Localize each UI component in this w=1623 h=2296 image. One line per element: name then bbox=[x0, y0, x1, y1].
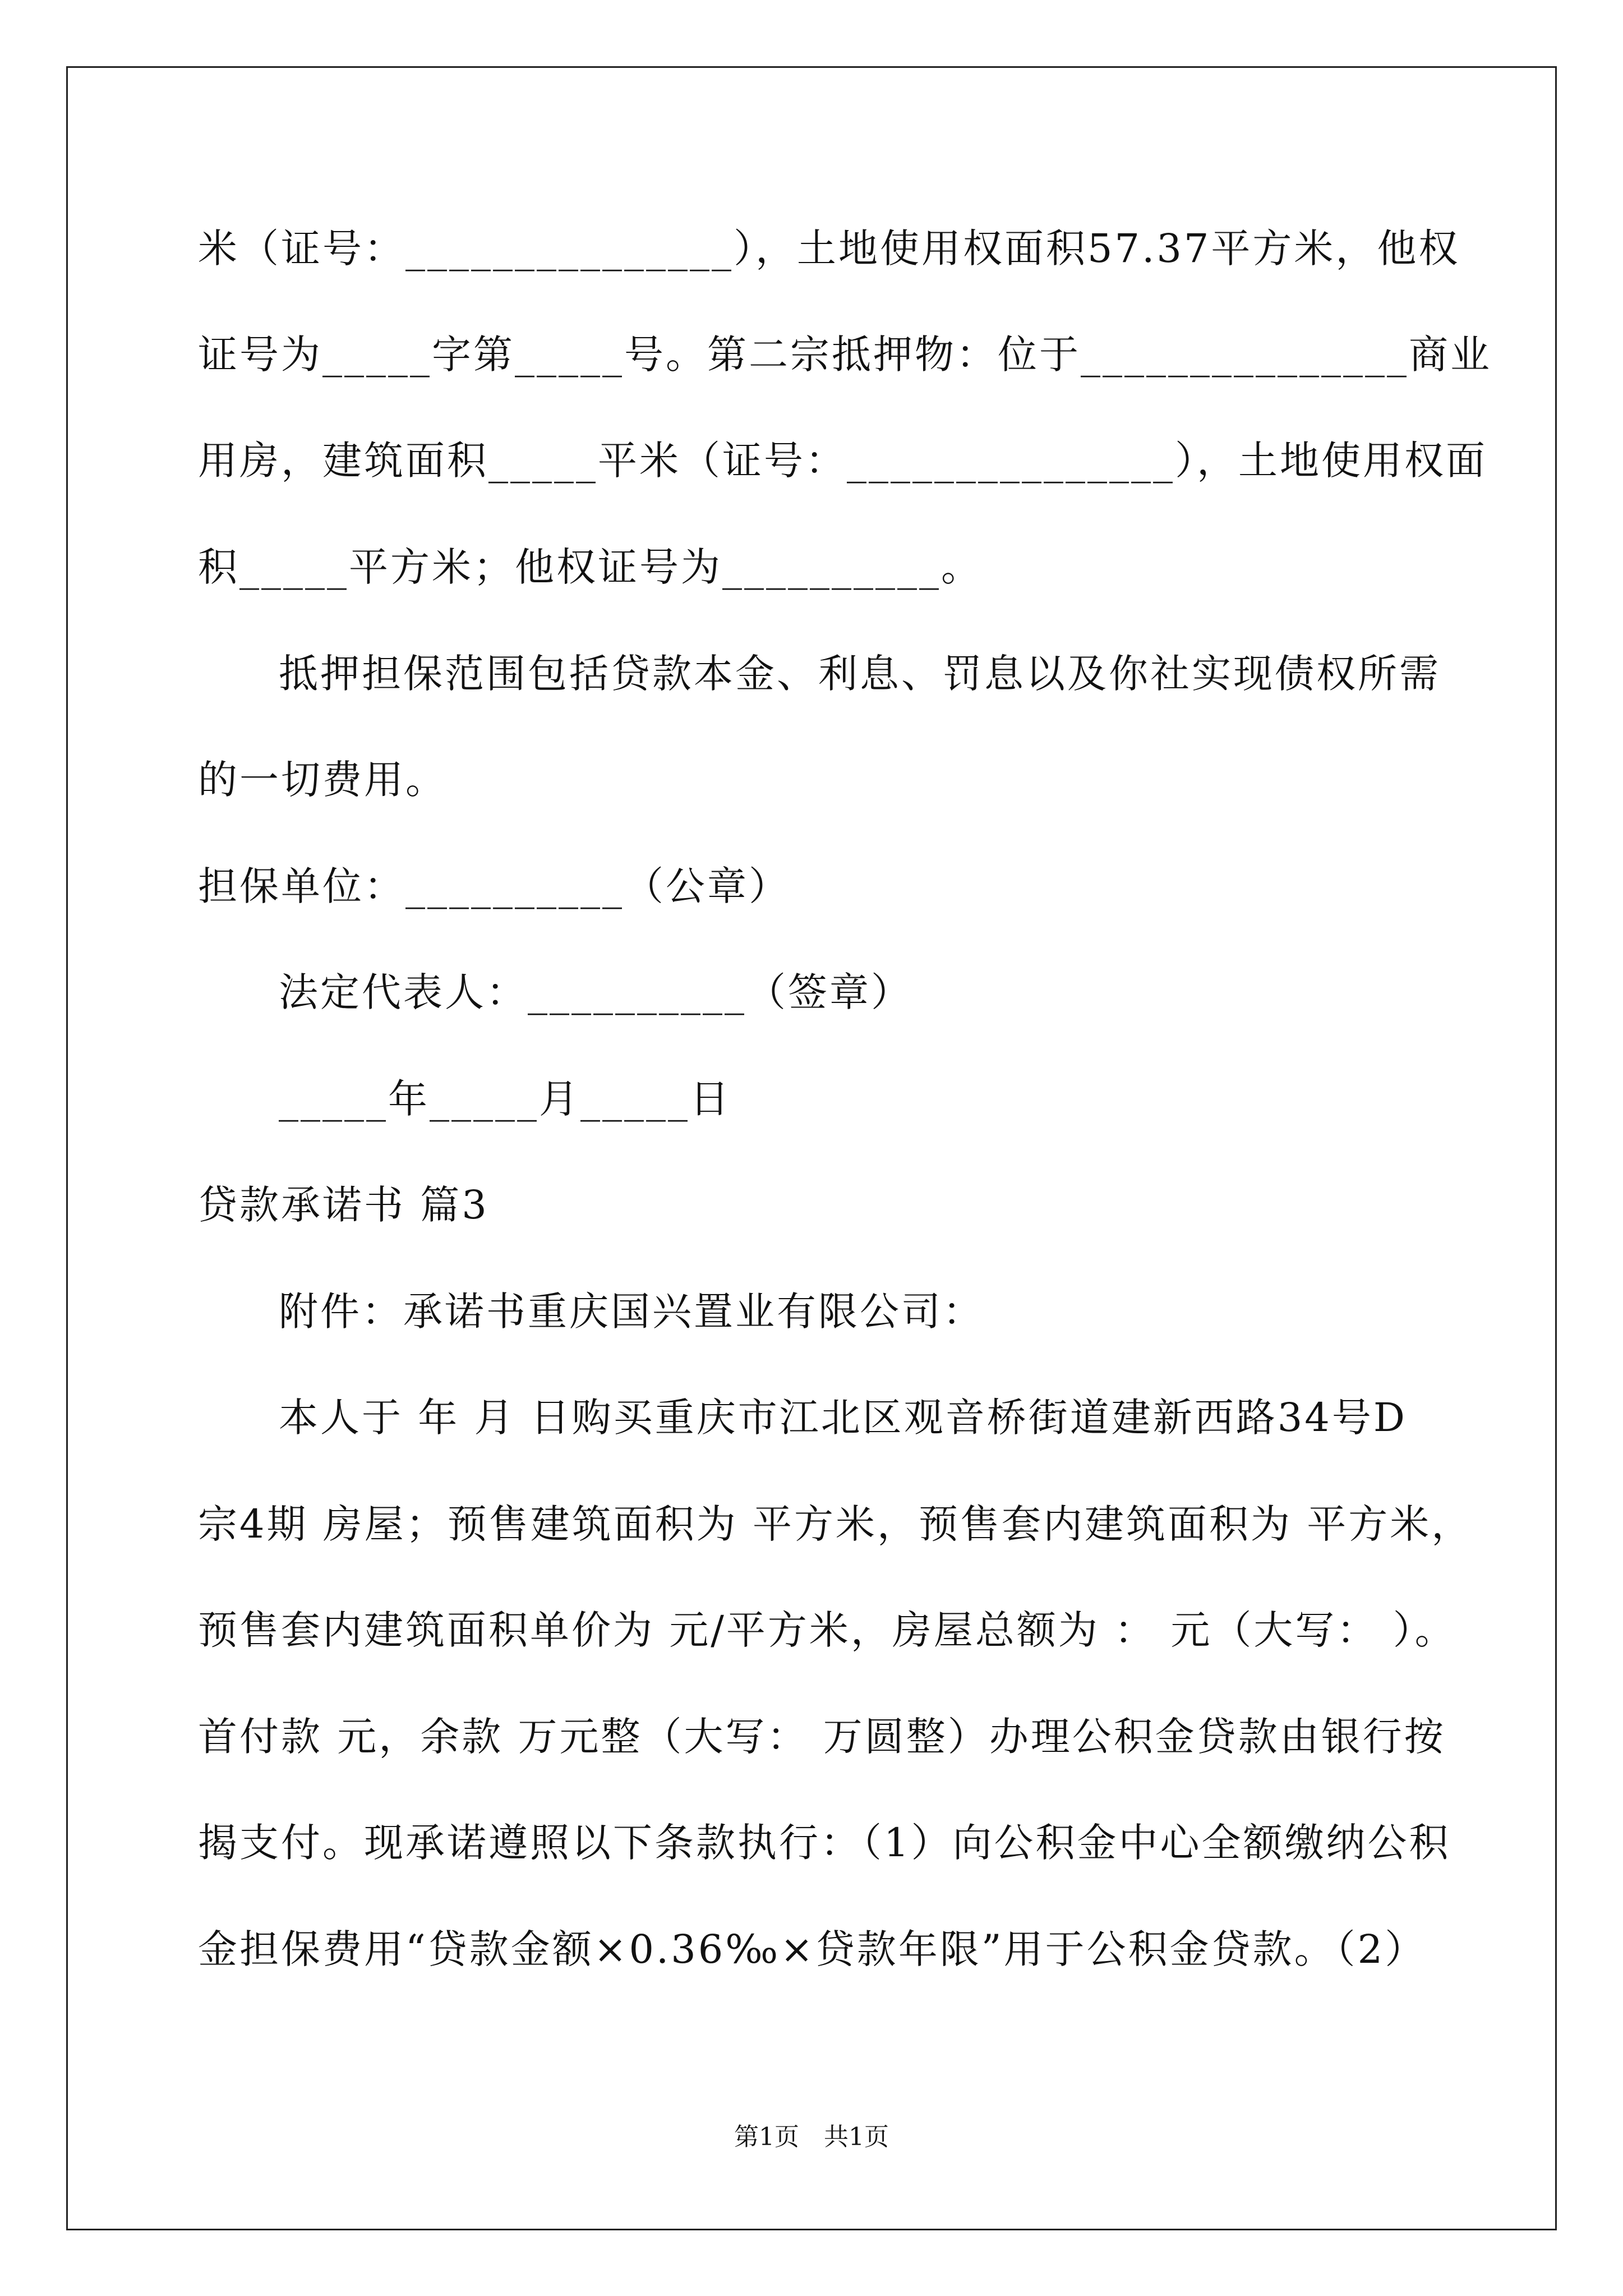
text-line-16: 揭支付。现承诺遵照以下条款执行：（1）向公积金中心全额缴纳公积 bbox=[198, 1820, 1451, 1866]
text-line-11: 附件：承诺书重庆国兴置业有限公司： bbox=[279, 1289, 984, 1335]
text-line-5: 抵押担保范围包括贷款本金、利息、罚息以及你社实现债权所需 bbox=[279, 651, 1441, 697]
text-line-17: 金担保费用“贷款金额×0.36‰×贷款年限”用于公积金贷款。（2） bbox=[198, 1926, 1427, 1972]
text-line-13: 宗4期 房屋；预售建筑面积为 平方米，预售套内建筑面积为 平方米， bbox=[198, 1501, 1473, 1547]
text-line-14: 预售套内建筑面积单价为 元/平方米，房屋总额为 ： 元（大写： ）。 bbox=[198, 1607, 1456, 1653]
text-line-1: 米（证号：_______________），土地使用权面积57.37平方米，他权 bbox=[198, 226, 1460, 272]
text-line-3: 用房，建筑面积_____平米（证号：_______________），土地使用权面 bbox=[198, 438, 1487, 484]
page-footer: 第1页 共1页 bbox=[734, 2123, 889, 2151]
text-line-12: 本人于 年 月 日购买重庆市江北区观音桥街道建新西路34号D bbox=[279, 1395, 1407, 1441]
page-border bbox=[66, 66, 1557, 2230]
section-heading: 贷款承诺书 篇3 bbox=[198, 1182, 489, 1228]
text-line-7: 担保单位：__________（公章） bbox=[198, 863, 790, 909]
text-line-15: 首付款 元，余款 万元整（大写： 万圆整）办理公积金贷款由银行按 bbox=[198, 1714, 1446, 1760]
text-line-4: 积_____平方米；他权证号为__________。 bbox=[198, 544, 983, 590]
text-line-2: 证号为_____字第_____号。第二宗抵押物：位于_______________商业 bbox=[198, 332, 1492, 378]
text-line-9: _____年_____月_____日 bbox=[279, 1076, 731, 1122]
text-line-8: 法定代表人：__________（签章） bbox=[279, 969, 912, 1015]
text-line-6: 的一切费用。 bbox=[198, 757, 447, 803]
